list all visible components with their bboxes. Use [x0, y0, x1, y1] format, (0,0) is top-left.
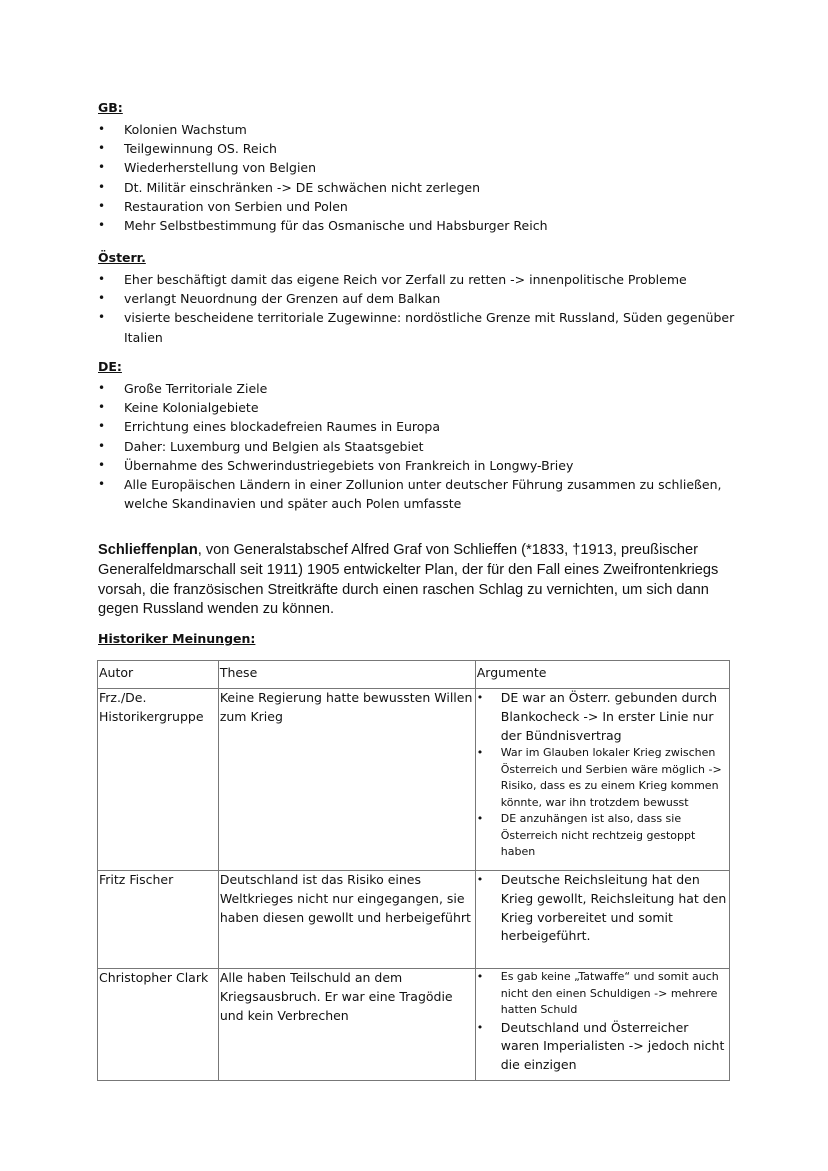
list-item: • Errichtung eines blockadefreien Raumes in Europa: [98, 417, 738, 436]
column-header-these: These: [218, 661, 475, 689]
table-row: [98, 969, 730, 1081]
list-item: • Wiederherstellung von Belgien: [98, 158, 738, 177]
schlieffen-paragraph: [98, 541, 738, 620]
cell-these: Keine Regierung hatte bewussten Willen zum Krieg: [218, 689, 475, 871]
list-item: • Große Territoriale Ziele: [98, 379, 738, 398]
cell-these: Deutschland ist das Risiko eines Weltkrieges nicht nur eingegangen, sie haben diesen gewollt und herbeigeführt: [218, 871, 475, 969]
list-item: • Mehr Selbstbestimmung für das Osmanische und Habsburger Reich: [98, 216, 738, 235]
bullet-list-oesterr: [98, 270, 738, 347]
bullet-list-gb: [98, 120, 738, 235]
list-item: • Deutschland und Österreicher waren Imperialisten -> jedoch nicht die einzigen: [477, 1019, 728, 1075]
list-item: • Restauration von Serbien und Polen: [98, 197, 738, 216]
list-item: • Deutsche Reichsleitung hat den Krieg gewollt, Reichsleitung hat den Krieg vorbereitet und somit herbeigeführt.: [477, 871, 728, 946]
section-oesterr: [98, 249, 738, 347]
table-row: [98, 689, 730, 871]
section-heading-oesterr: Österr.: [98, 250, 146, 265]
section-heading-gb: GB:: [98, 100, 123, 115]
list-item: • Teilgewinnung OS. Reich: [98, 139, 738, 158]
table-header-row: [98, 661, 730, 689]
cell-autor: Frz./De. Historikergruppe: [98, 689, 219, 871]
historiker-heading: Historiker Meinungen:: [98, 631, 256, 646]
cell-argumente: [475, 689, 729, 871]
cell-argumente: [475, 871, 729, 969]
column-header-argumente: Argumente: [475, 661, 729, 689]
list-item: • Übernahme des Schwerindustriegebiets von Frankreich in Longwy-Briey: [98, 456, 738, 475]
list-item: • Eher beschäftigt damit das eigene Reich vor Zerfall zu retten -> innenpolitische Probleme: [98, 270, 738, 289]
list-item: • Es gab keine „Tatwaffe“ und somit auch nicht den einen Schuldigen -> mehrere hatten Schuld: [477, 969, 728, 1019]
schlieffen-text: , von Generalstabschef Alfred Graf von Schlieffen (*1833, †1913, preußischer Generalfeldmarschall seit 1911) 1905 entwickelter Plan, der für den Fall eines Zweifrontenkriegs vorsah, die französischen Streitkräfte durch einen raschen Schlag zu vernichten, um sich dann gegen Russland wenden zu können.: [98, 542, 719, 618]
list-item: • Daher: Luxemburg und Belgien als Staatsgebiet: [98, 437, 738, 456]
list-item: • DE anzuhängen ist also, dass sie Österreich nicht rechtzeig gestoppt haben: [477, 811, 728, 861]
list-item: • Alle Europäischen Ländern in einer Zollunion unter deutscher Führung zusammen zu schließen, welche Skandinavien und später auch Polen umfasste: [98, 475, 738, 513]
table-row: [98, 871, 730, 969]
list-item: • visierte bescheidene territoriale Zugewinne: nordöstliche Grenze mit Russland, Süden gegenüber Italien: [98, 308, 738, 346]
cell-these: Alle haben Teilschuld an dem Kriegsausbruch. Er war eine Tragödie und kein Verbrechen: [218, 969, 475, 1081]
list-item: • Kolonien Wachstum: [98, 120, 738, 139]
cell-autor: Christopher Clark: [98, 969, 219, 1081]
list-item: • War im Glauben lokaler Krieg zwischen Österreich und Serbien wäre möglich -> Risiko, dass es zu einem Krieg kommen könnte, war ihn trotzdem bewusst: [477, 745, 728, 811]
list-item: • verlangt Neuordnung der Grenzen auf dem Balkan: [98, 289, 738, 308]
section-gb: [98, 99, 738, 235]
section-heading-de: DE:: [98, 359, 122, 374]
cell-argumente: [475, 969, 729, 1081]
list-item: • DE war an Österr. gebunden durch Blankocheck -> In erster Linie nur der Bündnisvertrag: [477, 689, 728, 745]
bullet-list-de: [98, 379, 738, 513]
list-item: • Keine Kolonialgebiete: [98, 398, 738, 417]
section-de: [98, 358, 738, 513]
schlieffen-term: Schlieffenplan: [98, 542, 198, 558]
list-item: • Dt. Militär einschränken -> DE schwächen nicht zerlegen: [98, 178, 738, 197]
cell-autor: Fritz Fischer: [98, 871, 219, 969]
column-header-autor: Autor: [98, 661, 219, 689]
historiker-table: [97, 660, 730, 1081]
